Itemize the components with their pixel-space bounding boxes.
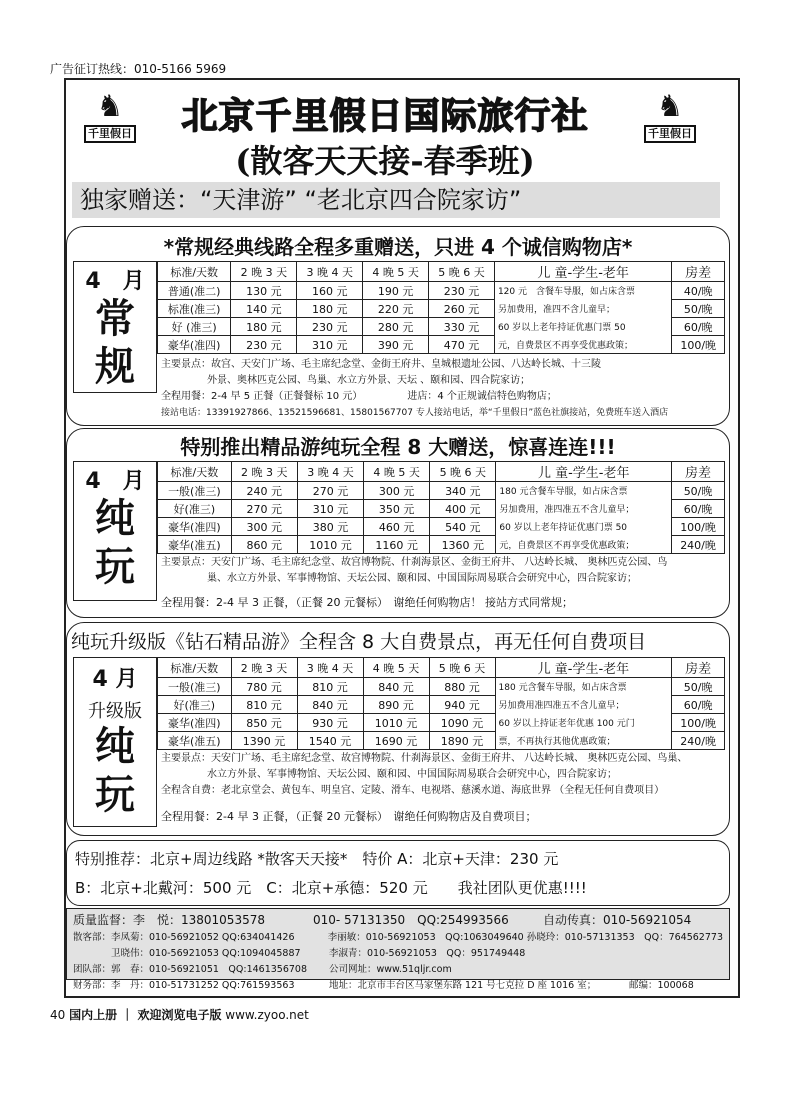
- recommend-line: 特别推荐：北京+周边线路 *散客天天接* 特价 A：北京+天津：230 元: [75, 850, 559, 868]
- header-cell: 4 晚 5 天: [364, 462, 430, 482]
- table-row: [158, 282, 725, 300]
- table-cell: 50/晚: [672, 482, 725, 500]
- contact-item: 卫晓伟：010-56921053 QQ:1094045887: [111, 948, 301, 959]
- table-cell: 60/晚: [672, 500, 725, 518]
- table-cell: 260 元: [429, 300, 495, 318]
- table-row: [158, 482, 725, 500]
- main-spots: 主要景点：天安门广场、毛主席纪念堂、故宫博物院、什刹海景区、金街王府井、 八达岭长城、 奥林匹克公园、鸟巢、: [161, 753, 688, 764]
- table-header-row: [158, 462, 725, 482]
- table-cell: 930 元: [297, 714, 363, 732]
- table-cell: 840 元: [297, 696, 363, 714]
- side-label: 纯: [95, 724, 135, 770]
- table-cell: 390 元: [363, 336, 429, 354]
- table-cell: 810 元: [297, 678, 363, 696]
- table-cell: 普通(准二): [158, 282, 231, 300]
- table-cell: 240/晚: [672, 732, 725, 750]
- logo-mark: 千里假日: [644, 125, 696, 143]
- table-cell: 豪华(准四): [158, 714, 232, 732]
- agency-subtitle: (散客天天接-春季班): [235, 142, 535, 180]
- table-cell: 280 元: [363, 318, 429, 336]
- table-header-row: [158, 658, 725, 678]
- contact-item: 李淑青：010-56921053 QQ：951749448: [329, 948, 526, 959]
- section-info: [161, 357, 668, 421]
- table-header-row: [158, 262, 725, 282]
- ad-hotline: 广告征订热线：010-5166 5969: [50, 62, 227, 76]
- kids-note: 元，自费景区不再享受优惠政策；: [494, 336, 671, 354]
- company-logo-right: [640, 89, 700, 150]
- kids-note: 另加费用准四准五不含儿童早；: [495, 696, 672, 714]
- kids-note: 元，自费景区不再享受优惠政策；: [496, 536, 672, 554]
- meals-info: 全程用餐：2-4 早 3 正餐，（正餐 20 元餐标） 谢绝任何购物店及自费项目；: [161, 810, 537, 823]
- table-row: [158, 732, 725, 750]
- header-cell: 5 晚 6 天: [429, 262, 495, 282]
- contact-item: 公司网址：www.51qljr.com: [329, 964, 452, 975]
- table-cell: 400 元: [430, 500, 496, 518]
- contact-row: [73, 946, 723, 962]
- contact-item: 自动传真：010-56921054: [543, 913, 692, 927]
- table-cell: 1390 元: [231, 732, 297, 750]
- section-headline: 纯玩升级版《钻石精品游》全程含 8 大自费景点，再无任何自费项目: [71, 631, 647, 653]
- contact-item: 散客部：李凤菊：010-56921052 QQ:634041426: [73, 932, 295, 943]
- table-cell: 130 元: [231, 282, 297, 300]
- meals-info: 全程用餐：2-4 早 5 正餐（正餐餐标 10 元）: [161, 391, 358, 402]
- table-cell: 标准(准三): [158, 300, 231, 318]
- meals-and-shops: [161, 389, 668, 405]
- main-spots-cont: 水立方外景、军事博物馆、天坛公园、颐和园、中国国际周易联合会研究中心，四合院家访；: [207, 769, 617, 780]
- table-cell: 180 元: [231, 318, 297, 336]
- table-cell: 460 元: [364, 518, 430, 536]
- table-row: [158, 300, 725, 318]
- table-cell: 310 元: [297, 336, 363, 354]
- kids-note: 60 岁以上老年持证优惠门票 50: [494, 318, 671, 336]
- table-cell: 60/晚: [672, 696, 725, 714]
- table-cell: 840 元: [363, 678, 429, 696]
- header-cell: 儿 童-学生-老年: [494, 262, 671, 282]
- kids-note: 票，不再执行其他优惠政策；: [495, 732, 672, 750]
- table-cell: 好(准三): [158, 500, 232, 518]
- section-headline: 特别推出精品游纯玩全程 8 大赠送，惊喜连连!!!: [180, 435, 616, 459]
- table-cell: 180 元: [297, 300, 363, 318]
- table-cell: 1890 元: [429, 732, 495, 750]
- section-side-label: [73, 261, 157, 393]
- section-headline: *常规经典线路全程多重赠送，只进 4 个诚信购物店*: [163, 235, 633, 259]
- kids-note: 60 岁以上老年持证优惠门票 50: [496, 518, 672, 536]
- page-footer: [50, 1006, 309, 1023]
- table-cell: 340 元: [430, 482, 496, 500]
- header-cell: 儿 童-学生-老年: [496, 462, 672, 482]
- table-cell: 豪华(准四): [158, 518, 232, 536]
- table-cell: 50/晚: [672, 678, 725, 696]
- side-upgrade-label: 升级版: [88, 701, 142, 722]
- table-cell: 好(准三): [158, 696, 232, 714]
- footer-label: 国内上册 ｜ 欢迎浏览电子版: [69, 1008, 222, 1022]
- table-row: [158, 714, 725, 732]
- kids-note: 120 元 含餐车导服，如占床含票: [494, 282, 671, 300]
- table-cell: 880 元: [429, 678, 495, 696]
- table-row: [158, 318, 725, 336]
- table-cell: 310 元: [297, 500, 363, 518]
- main-spots: 主要景点：故宫、天安门广场、毛主席纪念堂、金街王府井、皇城根遗址公园、八达岭长城、十三陵: [161, 359, 601, 370]
- header-cell: 2 晚 3 天: [231, 658, 297, 678]
- table-row: [158, 336, 725, 354]
- table-row: [158, 518, 725, 536]
- side-label: 玩: [95, 772, 135, 818]
- side-month: 4 月: [85, 469, 145, 494]
- price-table: [157, 261, 725, 354]
- section-info: [161, 555, 667, 611]
- table-cell: 300 元: [364, 482, 430, 500]
- table-row: [158, 500, 725, 518]
- table-cell: 豪华(准五): [158, 732, 232, 750]
- table-cell: 一般(准三): [158, 678, 232, 696]
- selfpay-info: 全程含自费：老北京堂会、黄包车、明皇宫、定陵、滑车、电视塔、慈溪水道、海底世界 （全程无任何自费项目）: [161, 785, 665, 796]
- table-cell: 豪华(准五): [158, 536, 232, 554]
- section-info: [161, 751, 687, 825]
- horse-icon: ♞: [656, 89, 684, 124]
- price-table: [157, 461, 725, 554]
- table-cell: 540 元: [430, 518, 496, 536]
- table-cell: 100/晚: [672, 518, 725, 536]
- table-cell: 780 元: [231, 678, 297, 696]
- table-cell: 300 元: [231, 518, 297, 536]
- table-cell: 220 元: [363, 300, 429, 318]
- contact-row: [73, 978, 723, 994]
- table-cell: 1690 元: [363, 732, 429, 750]
- contact-item: 李丽敏：010-56921053 QQ:1063049640: [327, 932, 524, 943]
- header-cell: 标准/天数: [158, 462, 232, 482]
- side-label: 玩: [95, 544, 135, 590]
- main-spots: 主要景点：天安门广场、毛主席纪念堂、故宫博物院、什刹海景区、金街王府井、 八达岭长城、 奥林匹克公园、鸟: [161, 557, 668, 568]
- shops-info: 进店：4 个正规诚信特色购物店；: [407, 391, 557, 402]
- table-cell: 1540 元: [297, 732, 363, 750]
- recommend-line: B：北京+北戴河：500 元 C：北京+承德：520 元 我社团队更优惠!!!!: [75, 879, 587, 897]
- table-cell: 160 元: [297, 282, 363, 300]
- header-cell: 4 晚 5 天: [363, 658, 429, 678]
- table-cell: 豪华(准四): [158, 336, 231, 354]
- table-cell: 850 元: [231, 714, 297, 732]
- header-cell: 5 晚 6 天: [429, 658, 495, 678]
- logo-mark: 千里假日: [84, 125, 136, 143]
- contact-row: [73, 962, 723, 978]
- table-cell: 270 元: [231, 500, 297, 518]
- contact-item: 质量监督：李 悦：13801053578: [73, 913, 265, 927]
- table-cell: 230 元: [429, 282, 495, 300]
- horse-icon: ♞: [96, 89, 124, 124]
- table-cell: 1010 元: [363, 714, 429, 732]
- contact-item: 地址：北京市丰台区马家堡东路 121 号七克拉 D 座 1016 室；: [329, 980, 597, 991]
- table-cell: 350 元: [364, 500, 430, 518]
- table-cell: 一般(准三): [158, 482, 232, 500]
- special-recommendation: [66, 840, 730, 906]
- contact-item: 孙晓玲：010-57131353 QQ：764562773: [526, 932, 723, 943]
- table-cell: 240 元: [231, 482, 297, 500]
- section-side-label: [73, 657, 157, 827]
- header-cell: 4 晚 5 天: [363, 262, 429, 282]
- main-spots-cont: 外景、奥林匹克公园、鸟巢、水立方外景、天坛 、颐和园、四合院家访；: [207, 375, 531, 386]
- section-side-label: [73, 461, 157, 601]
- contact-item: 邮编：100068: [629, 980, 694, 991]
- header-cell: 房差: [672, 462, 725, 482]
- contact-info: [66, 908, 730, 991]
- table-row: [158, 536, 725, 554]
- header-cell: 3 晚 4 天: [297, 262, 363, 282]
- header-cell: 标准/天数: [158, 658, 232, 678]
- pickup-info: 接站电话：13391927866、13521596681、15801567707 专人接站电话，举“千里假日”蓝色社旗接站，免费班车送入酒店: [161, 408, 669, 418]
- main-spots-cont: 巢、水立方外景、军事博物馆、天坛公园、颐和园、中国国际周易联合会研究中心，四合院家访；: [207, 573, 637, 584]
- table-cell: 1010 元: [297, 536, 363, 554]
- page-number: 40: [50, 1008, 66, 1022]
- table-cell: 860 元: [231, 536, 297, 554]
- kids-note: 180 元含餐车导服，如占床含票: [495, 678, 672, 696]
- header-cell: 房差: [672, 658, 725, 678]
- contact-item: 010- 57131350 QQ:254993566: [313, 913, 509, 927]
- agency-title: 北京千里假日国际旅行社: [181, 95, 589, 137]
- table-cell: 470 元: [429, 336, 495, 354]
- table-cell: 270 元: [297, 482, 363, 500]
- header-cell: 3 晚 4 天: [297, 658, 363, 678]
- company-logo-left: [80, 89, 140, 150]
- kids-note: 另加费用，准四准五不含儿童早；: [496, 500, 672, 518]
- table-row: [158, 696, 725, 714]
- pure-play-section: [66, 428, 730, 618]
- side-label: 纯: [95, 496, 135, 542]
- table-cell: 330 元: [429, 318, 495, 336]
- exclusive-gift-banner: 独家赠送：“天津游” “老北京四合院家访”: [72, 182, 720, 218]
- table-cell: 380 元: [297, 518, 363, 536]
- header-cell: 3 晚 4 天: [297, 462, 363, 482]
- table-cell: 好 (准三): [158, 318, 231, 336]
- contact-item: 团队部：郭 春：010-56921051 QQ:1461356708: [73, 964, 308, 975]
- contact-item: 财务部：李 丹：010-51731252 QQ:761593563: [73, 980, 295, 991]
- table-cell: 230 元: [231, 336, 297, 354]
- side-month: 4 月: [92, 667, 138, 692]
- contact-row: [73, 930, 723, 946]
- side-label: 常: [95, 296, 135, 342]
- table-cell: 1360 元: [430, 536, 496, 554]
- table-cell: 190 元: [363, 282, 429, 300]
- header-cell: 2 晚 3 天: [231, 262, 297, 282]
- footer-url[interactable]: www.zyoo.net: [225, 1008, 309, 1022]
- kids-note: 60 岁以上持证老年优惠 100 元门: [495, 714, 672, 732]
- header-cell: 儿 童-学生-老年: [495, 658, 672, 678]
- contact-row: [73, 911, 723, 930]
- table-cell: 60/晚: [672, 318, 725, 336]
- kids-note: 另加费用，准四不含儿童早；: [494, 300, 671, 318]
- side-label: 规: [95, 344, 135, 390]
- header-cell: 2 晚 3 天: [231, 462, 297, 482]
- table-cell: 50/晚: [672, 300, 725, 318]
- table-row: [158, 678, 725, 696]
- table-cell: 240/晚: [672, 536, 725, 554]
- table-cell: 100/晚: [672, 336, 725, 354]
- table-cell: 100/晚: [672, 714, 725, 732]
- table-cell: 1090 元: [429, 714, 495, 732]
- header-cell: 5 晚 6 天: [430, 462, 496, 482]
- table-cell: 1160 元: [364, 536, 430, 554]
- table-cell: 890 元: [363, 696, 429, 714]
- table-cell: 230 元: [297, 318, 363, 336]
- table-cell: 40/晚: [672, 282, 725, 300]
- side-month: 4 月: [85, 269, 145, 294]
- diamond-tour-section: [66, 622, 730, 836]
- price-table: [157, 657, 725, 750]
- table-cell: 940 元: [429, 696, 495, 714]
- regular-tour-section: [66, 226, 730, 426]
- header-cell: 房差: [672, 262, 725, 282]
- table-cell: 810 元: [231, 696, 297, 714]
- meals-info: 全程用餐：2-4 早 3 正餐，（正餐 20 元餐标） 谢绝任何购物店！ 接站方式同常规；: [161, 596, 573, 609]
- kids-note: 180 元含餐车导服，如占床含票: [496, 482, 672, 500]
- table-cell: 140 元: [231, 300, 297, 318]
- header-cell: 标准/天数: [158, 262, 231, 282]
